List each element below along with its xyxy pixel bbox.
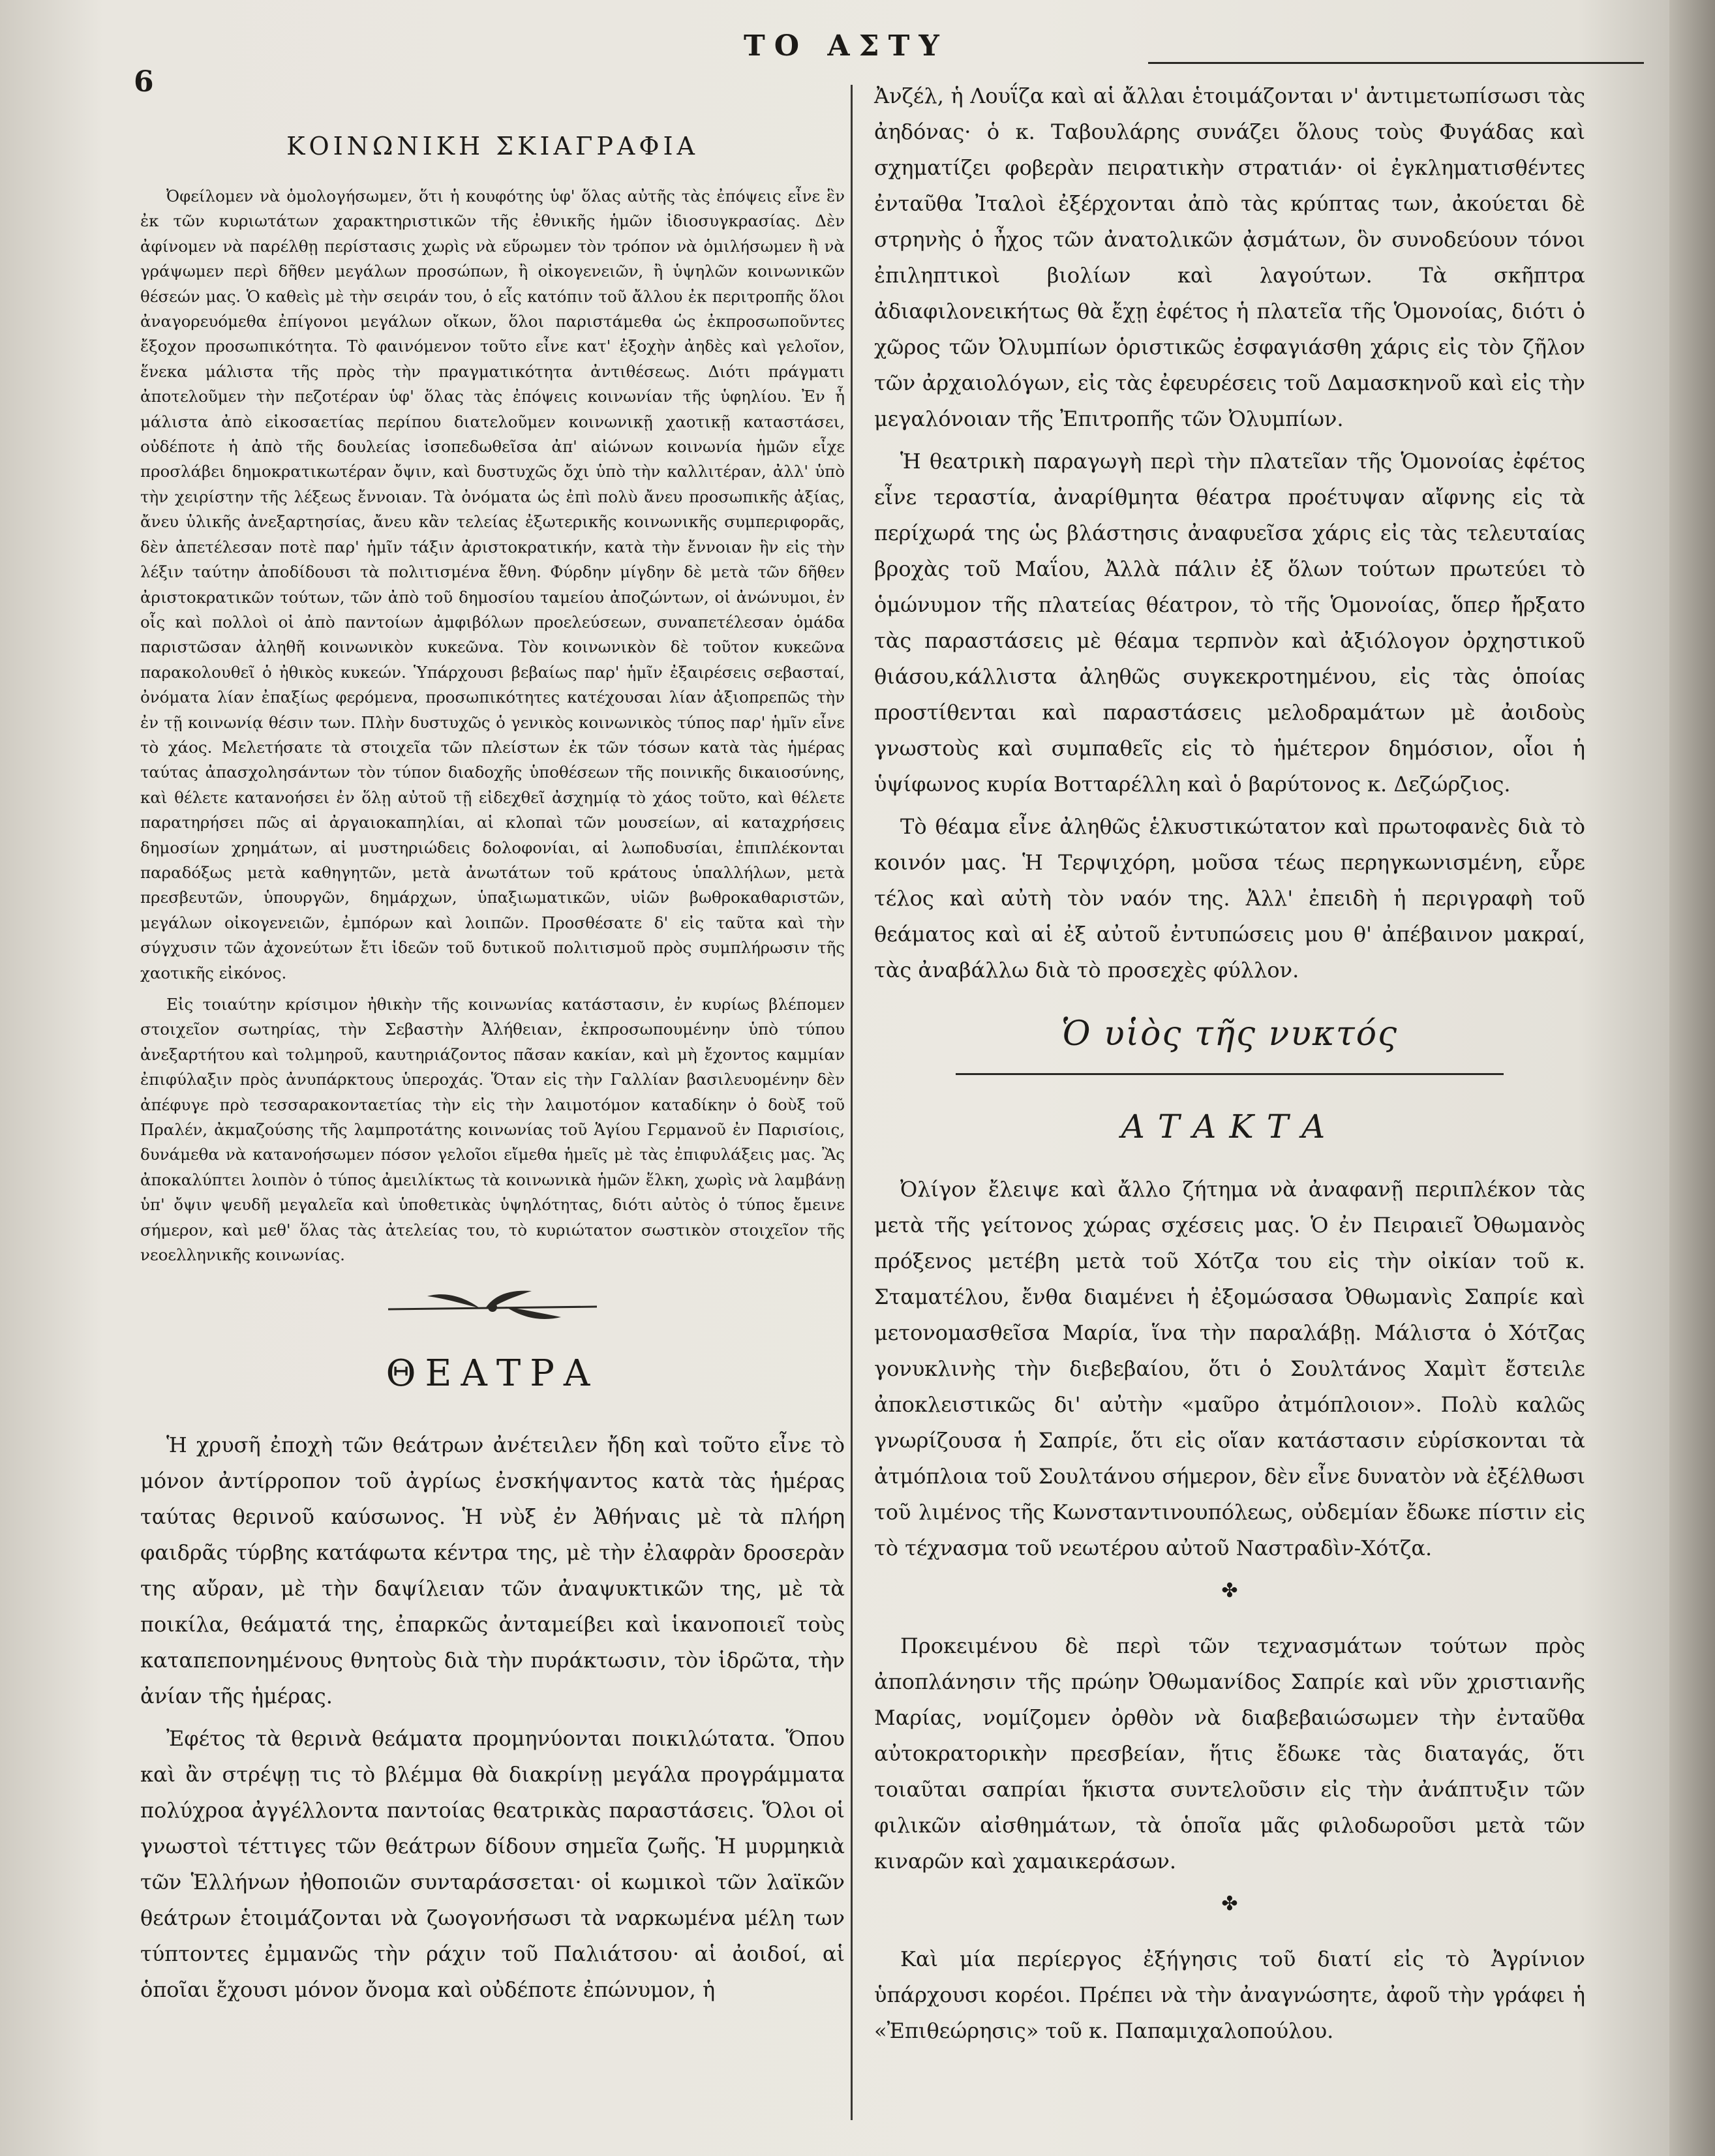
article-paragraph: Ἡ χρυσῆ ἐποχὴ τῶν θεάτρων ἀνέτειλεν ἤδη καὶ τοῦτο εἶνε τὸ μόνον ἀντίρροπον τοῦ ἀγρίως ἐνσκήψαντος κατὰ τὰς ἡμέρας ταύτας θερινοῦ καύσωνος. Ἡ νὺξ ἐν Ἀθήναις μὲ τὰ πλήρη φαιδρᾶς τύρβης κατάφωτα κέντρα της, μὲ τὴν ἐλαφρὰν δροσερὰν της αὔραν, μὲ τὴν δαψίλειαν τῶν ἀναψυκτικῶν της, μὲ τὰ ποικίλα, θεάματά της, ἐπαρκῶς ἀνταμείβει καὶ ἱκανοποιεῖ τοὺς καταπεπονημένους θνητοὺς διὰ τὴν πυράκτωσιν, τὸν ἱδρῶτα, τὴν ἀνίαν τῆς ἡμέρας. [140,1433,845,1709]
article-paragraph: Εἰς τοιαύτην κρίσιμον ἠθικὴν τῆς κοινωνίας κατάστασιν, ἐν κυρίως βλέπομεν στοιχεῖον σωτηρίας, τὴν Σεβαστὴν Ἀλήθειαν, ἐκπροσωπουμένην ὑπὸ τύπου ἀνεξαρτήτου καὶ τολμηροῦ, καυτηριάζοντος πᾶσαν κακίαν, καὶ μὴ ἔχοντος καμμίαν ἐπιφύλαξιν πρὸς ἀνυπάρκτους ὑπεροχάς. Ὅταν εἰς τὴν Γαλλίαν βασιλευομένην δὲν ἀπέφυγε πρὸ τεσσαρακονταετίας τὴν εἰς τὴν λαιμοτόμον καταδίκην ὁ δοὺξ τοῦ Πραλέν, ἀκμαζούσης τῆς λαμπροτάτης κοινωνίας τοῦ Ἁγίου Γερμανοῦ ἐν Παρισίοις, δυνάμεθα νὰ κατανοήσωμεν πόσον γελοῖοι εἴμεθα ἡμεῖς μὲ τὰς ἐπιφυλάξεις μας. Ἂς ἀποκαλύπτει λοιπὸν ὁ τύπος ἀμειλίκτως τὰ κοινωνικὰ ἡμῶν ἕλκη, χωρὶς νὰ λαμβάνῃ ὑπ' ὄψιν ψευδῆ μεγαλεῖα καὶ ὑποθετικὰς ὑψηλότητας, διότι αὐτὸς ὁ τύπος ἔμεινε σήμερον, καὶ μεθ' ὅλας τὰς ἀτελείας του, τὸ κυριώτατον σωστικὸν στοιχεῖον τῆς νεοελληνικῆς κοινωνίας. [140,995,845,1265]
right-column [874,78,1585,2056]
left-column [140,124,845,2014]
article-paragraph: Ὀλίγον ἔλειψε καὶ ἄλλο ζήτημα νὰ ἀναφανῇ περιπλέκον τὰς μετὰ τῆς γείτονος χώρας σχέσεις μας. Ὁ ἐν Πειραιεῖ Ὀθωμανὸς πρόξενος μετέβη μετὰ τοῦ Χότζα του εἰς τὴν οἰκίαν τοῦ κ. Σταματέλου, ἔνθα διαμένει ἡ ἐξομώσασα Ὀθωμανὶς Σαπρίε καὶ μετονομασθεῖσα Μαρία, ἵνα τὴν παραλάβῃ. Μάλιστα ὁ Χότζας γονυκλινὴς τὴν διεβεβαίου, ὅτι ὁ Σουλτάνος Χαμὶτ ἔστειλε ἀποκλειστικῶς δι' αὐτὴν «μαῦρο ἀτμόπλοιον». Πολὺ καλῶς γνωρίζουσα ἡ Σαπρίε, ὅτι εἰς οἵαν κατάστασιν εὑρίσκονται τὰ ἀτμόπλοια τοῦ Σουλτάνου σήμερον, δὲν εἶνε δυνατὸν νὰ ἐξέλθωσι τοῦ λιμένος τῆς Κωνσταντινουπόλεως, οὐδεμίαν ἔδωκε πίστιν εἰς τὸ τέχνασμα τοῦ νεωτέρου αὐτοῦ Ναστραδὶν-Χότζα. [874,1177,1585,1560]
quill-ornament [382,1287,603,1326]
social-sketch-article [140,184,845,1268]
fleuron-ornament: ✤ [1221,1892,1238,1915]
masthead-rule [1148,62,1644,64]
article-paragraph: Ἡ θεατρικὴ παραγωγὴ περὶ τὴν πλατεῖαν τῆς Ὁμονοίας ἐφέτος εἶνε τεραστία, ἀναρίθμητα θέατρα προέτυψαν αἴφνης εἰς τὰ περίχωρά της ὡς βλάστησις ἀναφυεῖσα χάρις εἰς τὰς τελευταίας βροχὰς τοῦ Μαΐου, Ἀλλὰ πάλιν ἐξ ὅλων τούτων πρωτεύει τὸ ὁμώνυμον τῆς πλατείας θέατρον, τὸ τῆς Ὁμονοίας, ὅπερ ἤρξατο τὰς παραστάσεις μὲ θέαμα τερπνὸν καὶ ἀξιόλογον ὀρχηστικοῦ θιάσου,κάλλιστα ἀληθῶς συγκεκροτημένου, εἰς τὰς ὁποίας προστίθενται καὶ παραστάσεις μελοδραμάτων μὲ ἀοιδοὺς γνωστοὺς καὶ συμπαθεῖς εἰς τὸ ἡμέτερον δημόσιον, οἷοι ἡ ὑψίφωνος κυρία Βοτταρέλλη καὶ ὁ βαρύτονος κ. Δεζώρζιος. [874,449,1585,797]
author-signature: Ὁ υἱὸς τῆς νυκτός [1061,1014,1399,1054]
miscellany-title: ΑΤΑΚΤΑ [1121,1108,1339,1146]
section-rule [956,1073,1504,1075]
article-paragraph: Ὀφείλομεν νὰ ὁμολογήσωμεν, ὅτι ἡ κουφότης ὑφ' ὅλας αὐτῆς τὰς ἐπόψεις εἶνε ἓν ἐκ τῶν κυριωτάτων χαρακτηριστικῶν τῆς ἐθνικῆς ἡμῶν ἰδιοσυγκρασίας. Δὲν ἀφίνομεν νὰ παρέλθῃ περίστασις χωρὶς νὰ εὕρωμεν τὸν τρόπον νὰ ὁμιλήσωμεν ἢ νὰ γράψωμεν περὶ δῆθεν μεγάλων προσώπων, ἢ οἰκογενειῶν, ἢ ὑψηλῶν κοινωνικῶν θέσεών μας. Ὁ καθεὶς μὲ τὴν σειράν του, ὁ εἷς κατόπιν τοῦ ἄλλου ἐκ περιτροπῆς ὅλοι ἀναγορευόμεθα ἐπίγονοι μεγάλων οἴκων, ὅλοι παριστάμεθα ὡς ἐκπροσωποῦντες ἔξοχον προσωπικότητα. Τὸ φαινόμενον τοῦτο εἶνε κατ' ἐξοχὴν ἀηδὲς καὶ γελοῖον, ἕνεκα μάλιστα τῆς πρὸς τὴν πραγματικότητα ἀντιθέσεως. Διότι πράγματι ἀποτελοῦμεν τὴν πεζοτέραν ὑφ' ὅλας τὰς ἐπόψεις κοινωνίαν τῆς ὑφηλίου. Ἐν ἧ μάλιστα ἀπὸ εἰκοσαετίας περίπου διατελοῦμεν κοινωνικῇ χαοτικῇ καταστάσει, οὐδέποτε ἡ ἀπὸ τῆς δουλείας ἰσοπεδωθεῖσα ἀπ' αἰώνων κοινωνία ἡμῶν εἶχε προσλάβει δημοκρατικωτέραν ὄψιν, καὶ δυστυχῶς ὄχι ὑπὸ τὴν καλλιτέραν, ἀλλ' ὑπὸ τὴν χειρίστην τῆς λέξεως ἔννοιαν. Τὰ ὀνόματα ὡς ἐπὶ πολὺ ἄνευ προσωπικῆς ἀξίας, ἄνευ ὑλικῆς ἀνεξαρτησίας, ἄνευ κἂν τελείας ἐξωτερικῆς κοινωνικῆς συμπεριφορᾶς, δὲν ἀπετέλεσαν ποτὲ παρ' ἡμῖν τάξιν ἀριστοκρατικήν, κατὰ τὴν ἔννοιαν ἣν εἰς τὴν λέξιν ταύτην ἀποδίδουσι τὰ πολιτισμένα ἔθνη. Φύρδην μίγδην δὲ μετὰ τῶν δῆθεν ἀριστοκρατικῶν τούτων, τῶν ἀπὸ τοῦ δημοσίου ταμείου ἀποζώντων, οἱ ἀνώνυμοι, ἐν οἷς καὶ πολλοὶ οἱ ἀπὸ παντοίων ἀμφιβόλων προελεύσεων, συναπετέλεσαν ὁμάδα παριστῶσαν ἀληθῆ κοινωνικὸν κυκεῶνα. Τὸν κοινωνικὸν δὲ τοῦτον κυκεῶνα παρακολουθεῖ ὁ ἠθικὸς κυκεών. Ὑπάρχουσι βεβαίως παρ' ἡμῖν ἐξαιρέσεις σεβασταί, ὀνόματα λίαν ἐπαξίως φερόμενα, προσωπικότητες κατέχουσαι λίαν ἀξιοπρεπῶς τὴν ἐν τῇ κοινωνίᾳ θέσιν των. Πλὴν δυστυχῶς ὁ γενικὸς κοινωνικὸς τύπος παρ' ἡμῖν εἶνε τὸ χάος. Μελετήσατε τὰ στοιχεῖα τῶν πλείστων ἐκ τῶν τόσων κατὰ τὰς ἡμέρας ταύτας ἀπασχολησάντων τὸν τύπον διαδοχῆς ὑποθέσεων τῆς ποινικῆς δικαιοσύνης, καὶ θέλετε κατανοήσει ἐν ὅλῃ αὐτοῦ τῇ εἰδεχθεῖ ἀσχημίᾳ τὸ χάος τοῦτο, καὶ θέλετε παρατηρήσει πῶς αἱ ἀργαιοκαπηλίαι, αἱ κλοπαὶ τῶν μουσείων, αἱ καταχρήσεις δημοσίων χρημάτων, αἱ μυστηριώδεις δολοφονίαι, αἱ λωποδυσίαι, ἐπιπλέκονται παραδόξως μετὰ καθηγητῶν, μετὰ ἀνωτάτων τοῦ κράτους ὑπαλλήλων, μετὰ πρεσβευτῶν, ὑπουργῶν, δημάρχων, ὑπαξιωματικῶν, υἱῶν βωθροκαθαριστῶν, μεγάλων οἰκογενειῶν, ἐμπόρων καὶ λοιπῶν. Προσθέσατε δ' εἰς ταῦτα καὶ τὴν σύγχυσιν τῶν ἀχονεύτων ἔτι ἰδεῶν τοῦ δυτικοῦ πολιτισμοῦ πρὸς συμπλήρωσιν τῆς χαοτικῆς εἰκόνος. [140,187,845,982]
column-divider [851,85,853,2120]
article-paragraph: Ἀνζέλ, ἡ Λουΐζα καὶ αἱ ἄλλαι ἑτοιμάζονται ν' ἀντιμετωπίσωσι τὰς ἀηδόνας· ὁ κ. Ταβουλάρης συνάζει ὅλους τοὺς Φυγάδας καὶ σχηματίζει φοβερὰν πειρατικὴν στρατιάν· οἱ ἐγκληματισθέντες ἐνταῦθα Ἰταλοὶ ἐξέρχονται ἀπὸ τὰς κρύπτας των, ἀκούεται δὲ στρηνὴς ὁ ἦχος τῶν ἀνατολικῶν ᾀσμάτων, ὃν συνοδεύουν τόνοι ἐπιληπτικοὶ βιολίων καὶ λαγούτων. Τὰ σκῆπτρα ἀδιαφιλονεικήτως θὰ ἔχῃ ἐφέτος ἡ πλατεῖα τῆς Ὁμονοίας, διότι ὁ χῶρος τῶν Ὀλυμπίων ὁριστικῶς ἐσφαγιάσθη χάρις εἰς τὸν ζῆλον τῶν ἀρχαιολόγων, εἰς τὰς ἐφευρέσεις τοῦ Δαμασκηνοῦ καὶ εἰς τὴν μεγαλόνοιαν τῆς Ἐπιτροπῆς τῶν Ὀλυμπίων. [874,84,1585,431]
social-sketch-title: ΚΟΙΝΩΝΙΚΗ ΣΚΙΑΓΡΑΦΙΑ [286,132,699,160]
page-number: 6 [134,65,154,99]
article-paragraph: Προκειμένου δὲ περὶ τῶν τεχνασμάτων τούτων πρὸς ἀποπλάνησιν τῆς πρώην Ὀθωμανίδος Σαπρίε καὶ νῦν χριστιανῆς Μαρίας, νομίζομεν ὀρθὸν νὰ διαβεβαιώσωμεν τὴν ἐνταῦθα αὐτοκρατορικὴν πρεσβείαν, ἥτις ἔδωκε τὰς διαταγάς, ὅτι τοιαῦται σαπρίαι ἥκιστα συντελοῦσιν εἰς τὴν ἀνάπτυξιν τῶν φιλικῶν αἰσθημάτων, τὰ ὁποῖα μᾶς φιλοδωροῦσι μετὰ τῶν κιναρῶν καὶ χαμαικεράσων. [874,1633,1585,1874]
masthead: ΤΟ ΑΣΤΥ [744,29,949,63]
article-paragraph: Ἐφέτος τὰ θερινὰ θεάματα προμηνύονται ποικιλώτατα. Ὅπου καὶ ἂν στρέψῃ τις τὸ βλέμμα θὰ διακρίνῃ μεγάλα προγράμματα πολύχροα ἀγγέλλοντα παντοίας θεατρικὰς παραστάσεις. Ὅλοι οἱ γνωστοὶ τέττιγες τῶν θεάτρων δίδουν σημεῖα ζωῆς. Ἡ μυρμηκιὰ τῶν Ἑλλήνων ἠθοποιῶν συνταράσσεται· οἱ κωμικοὶ τῶν λαϊκῶν θεάτρων ἑτοιμάζονται νὰ ζωογονήσωσι τὰ ναρκωμένα μέλη των τύπτοντες ἐμμανῶς τὴν ράχιν τοῦ Παλιάτσου· αἱ ἀοιδοί, αἱ ὁποῖαι ἔχουσι μόνον ὄνομα καὶ οὐδέποτε ἐπώνυμον, ἡ [140,1726,845,2003]
miscellany-article [874,1172,1585,2049]
article-paragraph: Καὶ μία περίεργος ἐξήγησις τοῦ διατί εἰς τὸ Ἀγρίνιον ὑπάρχουσι κορέοι. Πρέπει νὰ τὴν ἀναγνώσητε, ἀφοῦ τὴν γράφει ἡ «Ἐπιθεώρησις» τοῦ κ. Παπαμιχαλοπούλου. [874,1947,1585,2043]
theatres-article-continued [874,78,1585,988]
theatres-article [140,1427,845,2008]
page-spine-shadow [1669,0,1715,2156]
fleuron-ornament: ✤ [1221,1579,1238,1602]
theatres-title: ΘΕΑΤΡΑ [386,1352,599,1395]
article-paragraph: Τὸ θέαμα εἶνε ἀληθῶς ἑλκυστικώτατον καὶ πρωτοφανὲς διὰ τὸ κοινόν μας. Ἡ Τερψιχόρη, μοῦσα τέως περηγκωνισμένη, εὗρε τέλος καὶ αὐτὴ τὸν ναόν της. Ἀλλ' ἐπειδὴ ἡ περιγραφὴ τοῦ θεάματος καὶ αἱ ἐξ αὐτοῦ ἐντυπώσεις μου θ' ἀπέβαινον μακραί, τὰς ἀναβάλλω διὰ τὸ προσεχὲς φύλλον. [874,814,1585,982]
